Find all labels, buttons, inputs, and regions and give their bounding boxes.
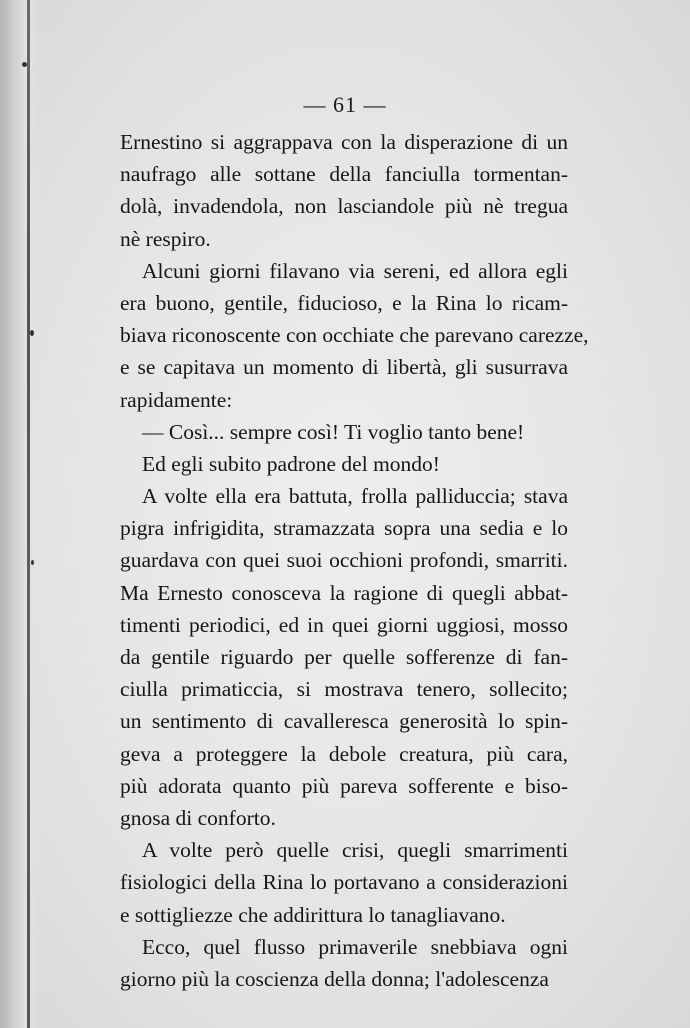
text-line: Ma Ernesto conosceva la ragione di quegli abbat- (120, 580, 568, 605)
text-line: dolà, invadendola, non lasciandole più nè tregua (120, 194, 568, 219)
page-number: — 61 — (303, 92, 387, 117)
text-line: Ecco, quel flusso primaverile snebbiava ogni (142, 934, 568, 959)
paragraph (120, 480, 568, 834)
ink-speck (30, 330, 34, 336)
body-text (120, 126, 589, 995)
text-line: nè respiro. (120, 226, 211, 251)
text-line: un sentimento di cavalleresca generosità lo spin- (120, 709, 568, 734)
text-line: pigra infrigidita, stramazzata sopra una sedia e lo (120, 516, 568, 541)
text-line: A volte però quelle crisi, quegli smarrimenti (142, 838, 568, 863)
binding-shadow (0, 0, 42, 1028)
text-line: A volte ella era battuta, frolla palliduccia; stava (142, 484, 568, 509)
text-line: era buono, gentile, fiducioso, e la Rina lo ricam- (120, 290, 568, 315)
text-line: giorno più la coscienza della donna; l'adolescenza (120, 966, 549, 991)
text-line: più adorata quanto più pareva sofferente e biso- (120, 773, 568, 798)
paragraph (120, 255, 589, 416)
binding-edge (27, 0, 30, 1028)
text-line: e sottigliezze che addirittura lo tanagliavano. (120, 902, 506, 927)
paragraph (120, 126, 568, 255)
text-line: geva a proteggere la debole creatura, più cara, (120, 741, 568, 766)
paragraph (120, 416, 568, 448)
text-line: ciulla primaticcia, si mostrava tenero, sollecito; (120, 677, 568, 702)
text-line: Alcuni giorni filavano via sereni, ed allora egli (142, 258, 568, 283)
text-line: rapidamente: (120, 387, 233, 412)
ink-speck (22, 62, 27, 67)
text-line: e se capitava un momento di libertà, gli susurrava (120, 355, 568, 380)
text-line: gnosa di conforto. (120, 805, 276, 830)
text-line: timenti periodici, ed in quei giorni uggiosi, mosso (120, 612, 568, 637)
text-line: Ed egli subito padrone del mondo! (142, 451, 440, 476)
text-line: naufrago alle sottane della fanciulla tormentan- (120, 162, 568, 187)
paragraph (120, 931, 568, 995)
paragraph (120, 834, 568, 931)
text-line: biava riconoscente con occhiate che parevano carezze, (120, 323, 589, 348)
text-line: Ernestino si aggrappava con la disperazione di un (120, 130, 568, 154)
paragraph (120, 448, 568, 480)
text-line: fisiologici della Rina lo portavano a considerazioni (120, 870, 568, 895)
text-line: guardava con quei suoi occhioni profondi, smarriti. (120, 548, 568, 573)
ink-speck (31, 560, 34, 565)
text-line: da gentile riguardo per quelle sofferenze di fan- (120, 645, 568, 669)
text-line: — Così... sempre così! Ti voglio tanto bene! (142, 419, 525, 444)
